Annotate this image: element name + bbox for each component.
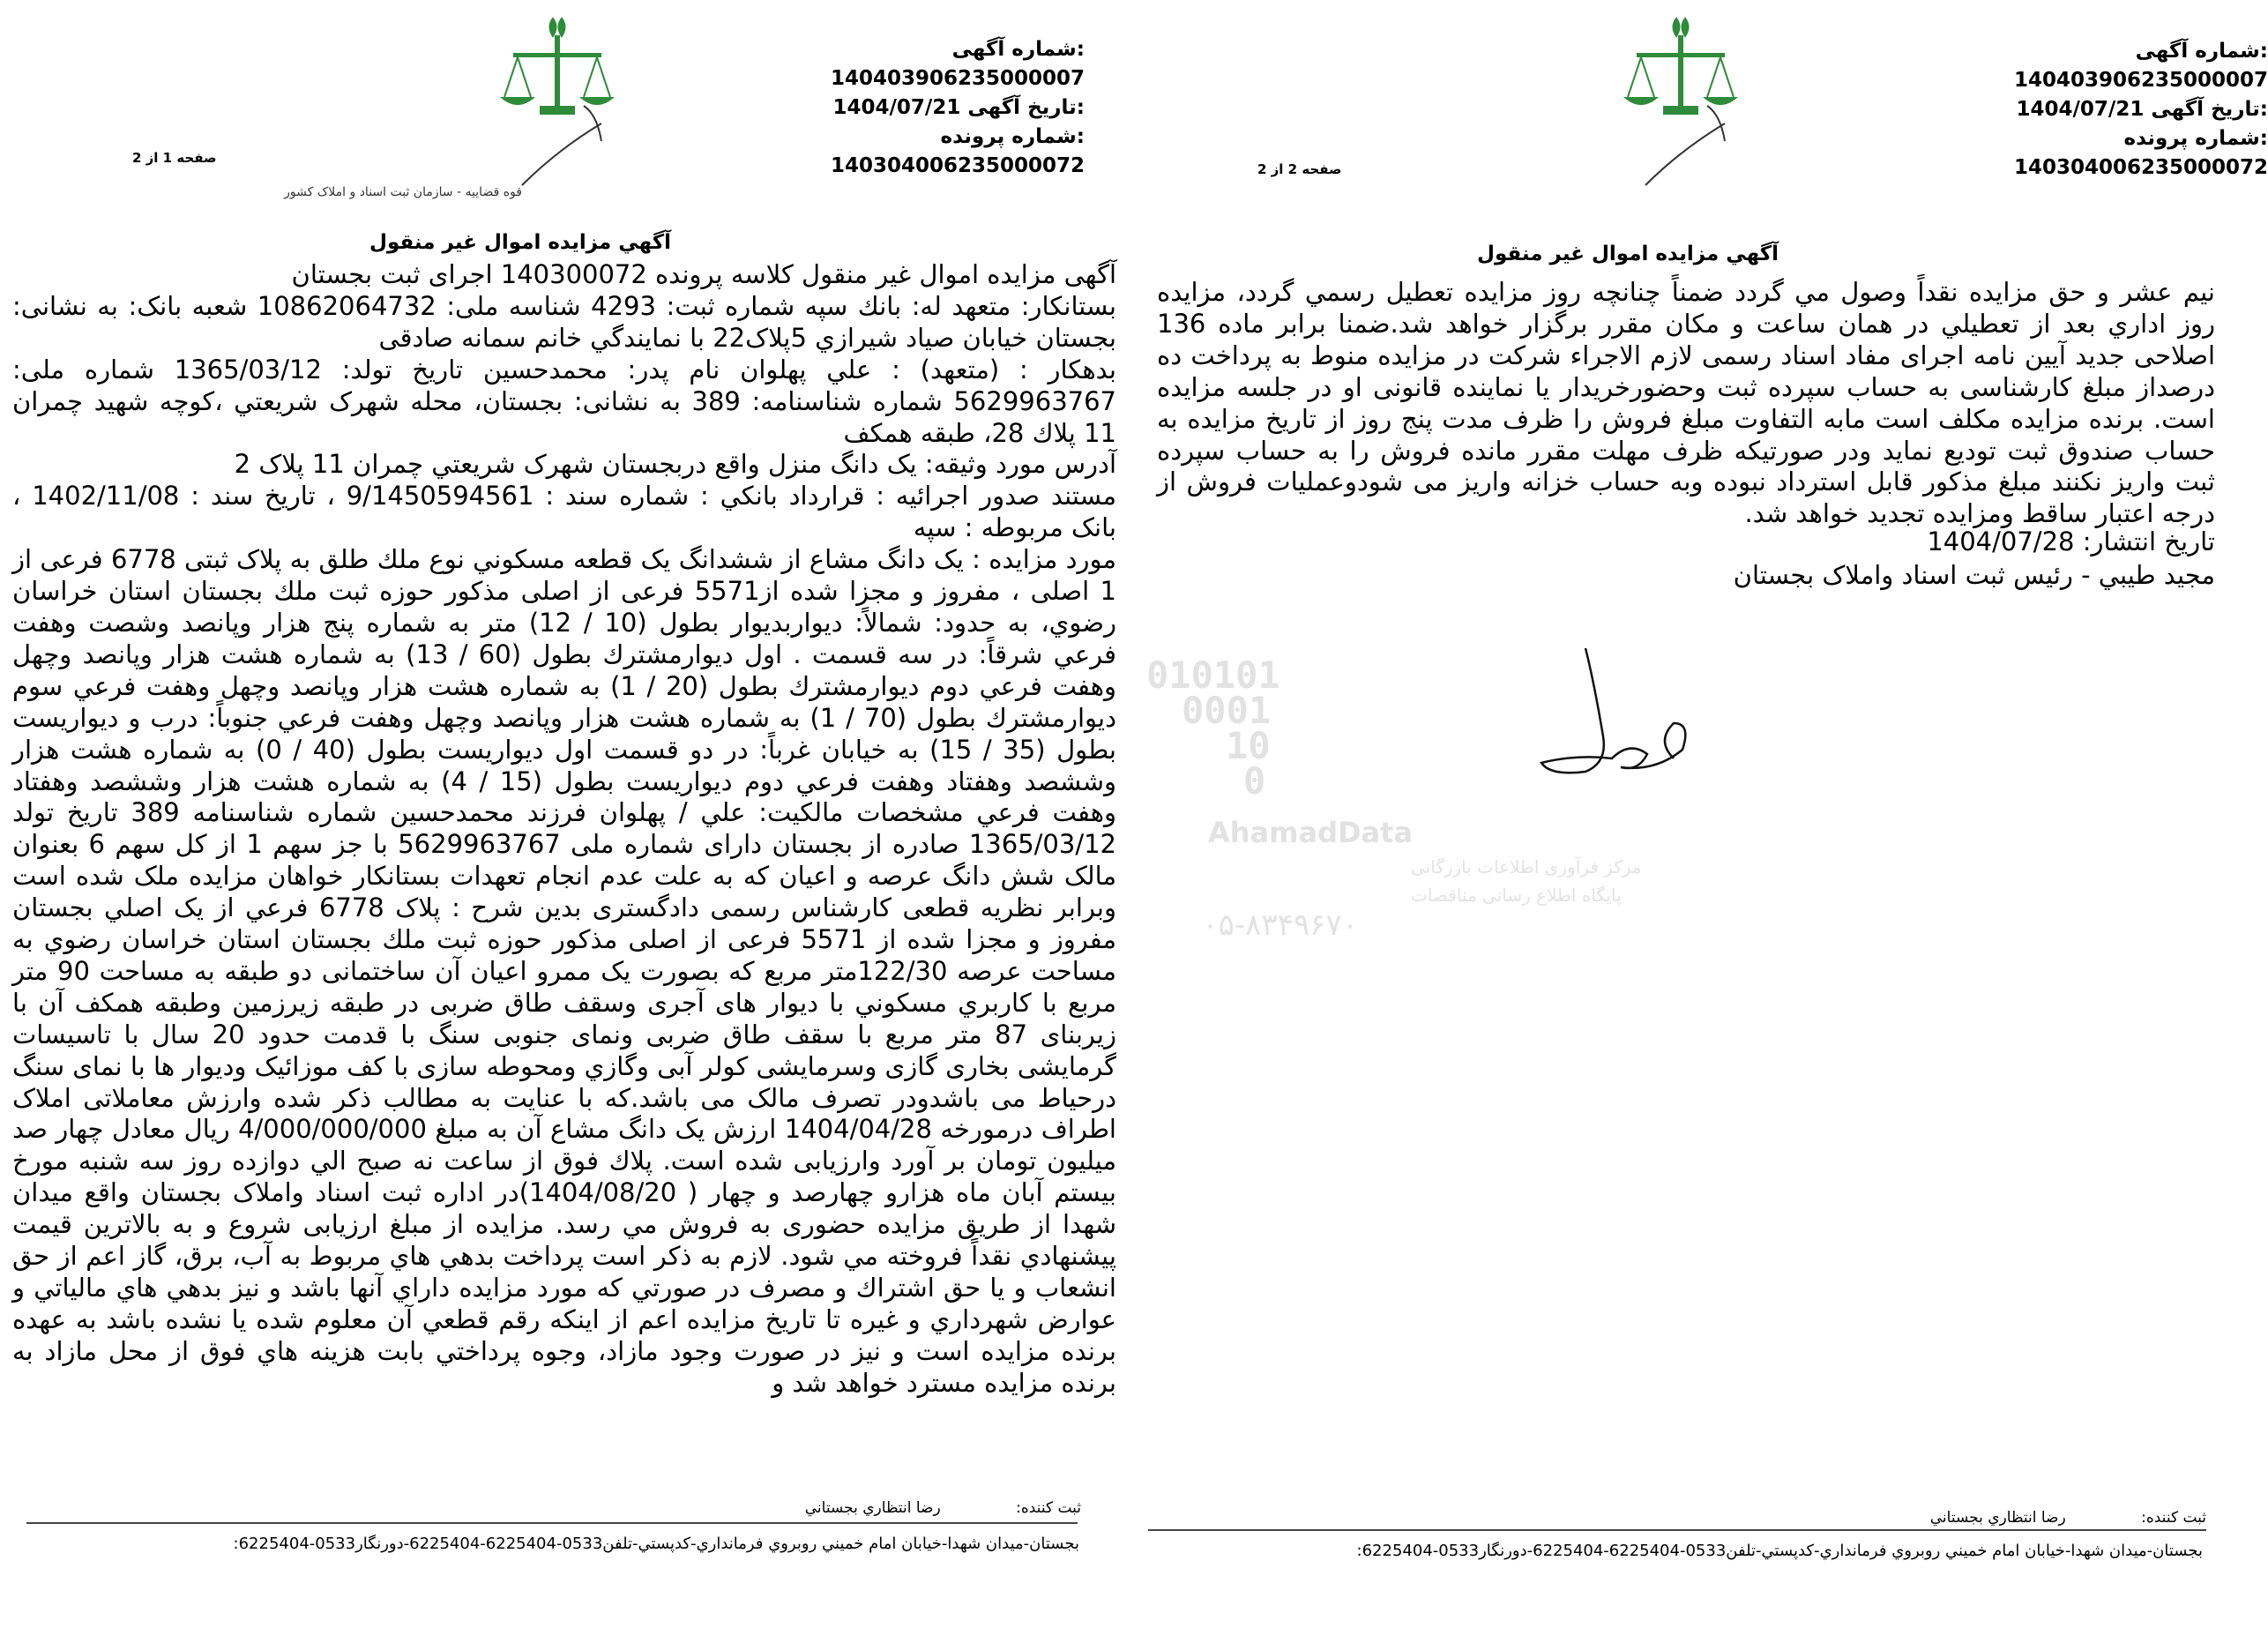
registrar-label: ثبت کننده: xyxy=(2141,1509,2206,1527)
notice-body xyxy=(1157,277,2215,530)
registrar-name: رضا انتظاري بجستاني xyxy=(804,1499,941,1517)
footer-divider xyxy=(26,1522,1078,1524)
creditor-line: بستانکار: متعهد له: بانك سپه شماره ثبت: 4293 شناسه ملی: 10862064732 شعبه بانک: به نشانی: بجستان خیابان صیاد شیرازي 5پلاک22 با نمايندگي خانم سمانه صادقی xyxy=(12,290,1116,353)
notice-number: 140403906235000007 xyxy=(830,67,1085,90)
file-number: 140304006235000072 xyxy=(830,154,1085,177)
watermark-phone: ۰۵-۸۳۴۹۶۷۰ xyxy=(1202,907,1358,943)
notice-number: 140403906235000007 xyxy=(2013,69,2268,92)
enforcement-document: مستند صدور اجرائیه : قرارداد بانکي : شماره سند : 9/1450594561 ، تاریخ سند : 1402/11/08 ، بانک مربوطه : سپه xyxy=(12,481,1117,543)
emblem-caption: قوه قضاییه - سازمان ثبت اسناد و املاک کشور xyxy=(284,185,522,199)
debtor-line: بدهكار : (متعهد) : علي پهلوان نام پدر: محمدحسين تاريخ تولد: 1365/03/12 شماره ملی: 5629963767 شماره شناسنامه: 389 به نشانی: بجستان، محله شهرک شريعتي ،کوچه شهيد چمران 11 پلاك 28، طبقه همكف xyxy=(12,354,1116,448)
notice-title: آگهي مزايده اموال غير منقول xyxy=(369,231,672,254)
watermark-binary: 010101 xyxy=(1146,653,1280,697)
judiciary-emblem-icon xyxy=(1593,9,1769,203)
signature-image xyxy=(1533,639,1744,789)
notice-title: آگهي مزايده اموال غير منقول xyxy=(1476,243,1779,265)
notice-number-label: شماره آگهی: xyxy=(2135,40,2268,63)
registrar-row xyxy=(1930,1509,2206,1527)
watermark-subtitle: مرکز فرآوری اطلاعات بازرگانی xyxy=(1411,856,1642,877)
watermark-binary: 0 xyxy=(1243,759,1266,803)
file-number: 140304006235000072 xyxy=(2013,156,2268,179)
collateral-address: آدرس مورد وثيقه: یک دانگ منزل واقع دربجستان شهرک شريعتي چمران 11 پلاک 2 xyxy=(234,449,1116,480)
registrar-name: رضا انتظاري بجستاني xyxy=(1929,1509,2066,1527)
publish-date: 1404/07/28 xyxy=(1927,526,2075,556)
footer-address: بجستان-ميدان شهدا-خيابان امام خميني روبروي فرمانداري-کدپستي-تلفن0533-6225404-6225404-دورنگار0533-6225404: xyxy=(1356,1542,2203,1560)
notice-date-label: تاریخ آگهی: xyxy=(2151,98,2268,121)
signer: مجيد طيبي - رئيس ثبت اسناد واملاک بجستان xyxy=(1733,560,2215,590)
notice-date-label: تاریخ آگهی: xyxy=(967,96,1085,119)
file-number-label: شماره پرونده: xyxy=(940,125,1085,148)
judiciary-emblem-icon xyxy=(284,9,645,203)
watermark-binary: 10 xyxy=(1226,724,1271,767)
file-number-label: شماره پرونده: xyxy=(2123,127,2268,150)
page-number: صفحه 1 از 2 xyxy=(132,150,217,166)
registrar-label: ثبت کننده: xyxy=(1016,1499,1081,1517)
auction-subject: مورد مزايده : یک دانگ مشاع از ششدانگ یک قطعه مسكوني نوع ملك طلق به پلاک ثبتی 6778 فرعی از 1 اصلی ، مفروز و مجزا شده از5571 فرعی از اصلی مذکور حوزه ثبت ملك بجستان استان خراسان رضوي، به حدود: شمالاً: ديواربديوار بطول (10 / 12) متر به شماره پنج هزار وپانصد وشصت وهفت فرعي شرقاً: در سه قسمت . اول ديوارمشترك بطول (60 / 13) به شماره هشت هزار وپانصد وچهل وهفت فرعي دوم ديوارمشترك بطول (20 / 1) به شماره هشت هزار وپانصد وچهل وهفت فرعي سوم ديوارمشترك بطول (70 / 1) به شماره هشت هزار وپانصد وچهل وهفت فرعي جنوباً: درب و ديواريست بطول (35 / 15) به خيابان غرباً: در دو قسمت اول ديواريست بطول (40 / 0) به شماره هشت هزار وششصد وهفتاد وهفت فرعي دوم ديواريست بطول (15 / 4) به شماره هشت هزار وششصد وهفتاد وهفت فرعي مشخصات مالكيت: علي / پهلوان فرزند محمدحسين شماره شناسنامه 389 تاريخ تولد 1365/03/12 صادره از بجستان دارای شماره ملی 5629963767 با جز سهم 1 از کل سهم 6 بعنوان مالک شش دانگ عرصه و اعيان که به علت عدم انجام تعهدات بستانکار خواهان مزایده ملک شده است وبرابر نظریه قطعی کارشناس رسمی دادگستری بدین شرح : پلاک 6778 فرعي از يک اصلي بجستان مفروز و مجزا شده از 5571 فرعی از اصلی مذکور حوزه ثبت ملك بجستان استان خراسان رضوي به مساحت عرصه 122/30متر مربع که بصورت يک ممرو اعيان آن ساختمانی دو طبقه به مساحت 90 متر مربع با كاربري مسكوني با ديوار های آجری وسقف طاق ضربی در طبقه زيرزمين وطبقه همکف آن با زيربنای 87 متر مربع با سقف طاق ضربی ونمای جنوبی سنگ با قدمت حدود 20 سال با تاسيسات گرمايشی بخاری گازی وسرمايشی کولر آبی وگازي ومحوطه سازی با کف موزائيک وديوار ها با نمای سنگ درحياط می باشدودر تصرف مالک می باشد.که با عنايت به مطالب ذکر شده وارزش معاملاتی املاک اطراف درمورخه 1404/04/28 ارزش يک دانگ مشاع آن به مبلغ 4/000/000/000 ريال معادل چهار صد ميليون تومان بر آورد وارزيابی شده است. پلاك فوق از ساعت نه صبح الي دوازده روز سه شنبه مورخ بيستم آبان ماه هزارو چهارصد و چهار ( 1404/08/20)در اداره ثبت اسناد واملاک بجستان واقع ميدان شهدا از طريق مزايده حضوری به فروش مي رسد. مزايده از مبلغ ارزيابی شروع و به بالاترين قيمت پيشنهادي نقداً فروخته مي شود. لازم به ذكر است پرداخت بدهي هاي مربوط به آب، برق، گاز اعم از حق انشعاب و يا حق اشتراك و مصرف در صورتي كه مورد مزايده داراي آنها باشد و نيز بدهي هاي مالياتي و عوارض شهرداري و غيره تا تاريخ مزايده اعم از اينكه رقم قطعي آن معلوم شده يا نشده باشد به عهده برنده مزايده است و نيز در صورت وجود مازاد، وجوه پرداختي بابت هزينه هاي فوق از محل مازاد به برنده مزايده مسترد خواهد شد و xyxy=(12,544,1117,1398)
publish-date-label: تاريخ انتشار: xyxy=(2082,526,2215,556)
notice-date: 1404/07/21 xyxy=(832,96,961,119)
page-number: صفحه 2 از 2 xyxy=(1257,161,1342,177)
watermark-brand: AhamadData xyxy=(1208,816,1414,849)
footer-address: بجستان-ميدان شهدا-خيابان امام خميني روبروي فرمانداري-کدپستي-تلفن0533-6225404-6225404-دورنگار0533-6225404: xyxy=(233,1535,1079,1553)
notice-number-label: شماره آگهی: xyxy=(951,38,1085,61)
publish-date-row xyxy=(1927,526,2215,557)
footer-divider xyxy=(1148,1529,2206,1531)
watermark-logo xyxy=(1093,653,1642,970)
registrar-row xyxy=(805,1499,1081,1517)
watermark-binary: 0001 xyxy=(1182,689,1272,732)
watermark-subtitle-2: پایگاه اطلاع رسانی مناقصات xyxy=(1411,885,1622,906)
auction-terms: نيم عشر و حق مزايده نقداً وصول مي گردد ضمناً چنانچه روز مزايده تعطيل رسمي گردد، مزايده روز اداري بعد از تعطيلي در همان ساعت و مكان مقرر برگزار خواهد شد.ضمنا برابر ماده 136 اصلاحی جدید آیین نامه اجرای مفاد اسناد رسمی لازم الاجراء شركت در مزايده منوط به پرداخت ده درصداز مبلغ كارشناسی به حساب سپرده ثبت وحضورخريدار يا نماينده قانونی او در جلسه مزايده است. برنده مزايده مكلف است مابه التفاوت مبلغ فروش را ظرف مدت پنج روز از تاريخ مزايده به حساب صندوق ثبت توديع نمايد ودر صورتيكه ظرف مهلت مقرر مانده فروش را به حساب سپرده ثبت واريز نكنند مبلغ مذكور قابل استرداد نبوده وبه حساب خزانه واريز می شودوعمليات فروش از درجه اعتبار ساقط ومزايده تجديد خواهد شد. xyxy=(1157,277,2215,529)
notice-date: 1404/07/21 xyxy=(2016,98,2145,121)
notice-body xyxy=(12,259,1116,1400)
notice-header-meta xyxy=(697,35,1085,181)
case-line: آگهی مزایده اموال غیر منقول کلاسه پرونده 140300072 اجرای ثبت بجستان xyxy=(291,259,1116,289)
notice-header-meta-2 xyxy=(1880,37,2268,183)
